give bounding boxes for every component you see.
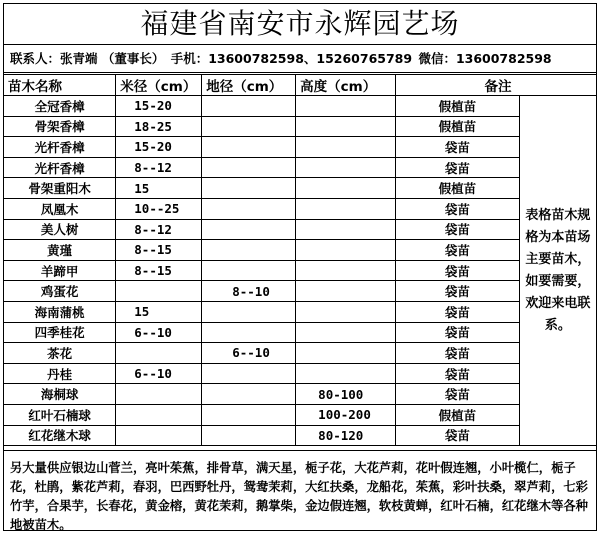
- footer-note: 另大量供应银边山菅兰，亮叶茱蕉，排骨草，满天星，栀子花，大花芦莉，花叶假连翘，小叶榄仁，栀子花，杜鹃，紫花芦莉，春羽，巴西野牡丹，鸳鸯茉莉，大红扶桑，龙船花，茱蕉，彩叶扶桑，翠芦莉，七彩竹芋，合果芋，长春花，黄金榕，黄花茉莉，鹅掌柴，金边假连翘，软枝黄蝉，红叶石楠，红花继木等各种地被苗木。: [4, 450, 596, 530]
- cell-note: 假植苗: [396, 116, 520, 137]
- cell-mi: 8--12: [116, 157, 202, 178]
- cell-height: [296, 219, 396, 240]
- cell-note: 袋苗: [396, 301, 520, 322]
- cell-di: 6--10: [202, 343, 296, 364]
- cell-di: [202, 219, 296, 240]
- cell-note: 袋苗: [396, 219, 520, 240]
- cell-mi: 8--12: [116, 219, 202, 240]
- cell-mi: [116, 281, 202, 302]
- table-row: [4, 404, 596, 425]
- cell-mi: 15: [116, 178, 202, 199]
- cell-note: 袋苗: [396, 384, 520, 405]
- table-row: [4, 322, 596, 343]
- cell-di: [202, 96, 296, 117]
- cell-di: [202, 240, 296, 261]
- cell-height: [296, 198, 396, 219]
- cell-name: 丹桂: [4, 363, 116, 384]
- cell-mi: 15-20: [116, 137, 202, 158]
- cell-name: 红花继木球: [4, 425, 116, 446]
- table-row: [4, 96, 596, 117]
- cell-di: [202, 116, 296, 137]
- table-row: [4, 240, 596, 261]
- cell-note: 袋苗: [396, 240, 520, 261]
- remark-text: 表格苗木规格为本苗场主要苗木，如要需要，欢迎来电联系。: [519, 96, 596, 446]
- cell-note: 袋苗: [396, 343, 520, 364]
- header-height: 高度（cm）: [296, 75, 396, 96]
- cell-di: [202, 198, 296, 219]
- cell-di: [202, 157, 296, 178]
- cell-mi: 10--25: [116, 198, 202, 219]
- cell-height: [296, 116, 396, 137]
- cell-height: [296, 363, 396, 384]
- table-row: [4, 219, 596, 240]
- table-row: [4, 301, 596, 322]
- header-di: 地径（cm）: [202, 75, 296, 96]
- cell-height: [296, 178, 396, 199]
- cell-note: 假植苗: [396, 404, 520, 425]
- cell-name: 美人树: [4, 219, 116, 240]
- cell-height: [296, 281, 396, 302]
- cell-name: 凤凰木: [4, 198, 116, 219]
- cell-di: [202, 425, 296, 446]
- cell-mi: 15-20: [116, 96, 202, 117]
- cell-name: 光杆香樟: [4, 137, 116, 158]
- cell-note: 袋苗: [396, 260, 520, 281]
- cell-mi: [116, 384, 202, 405]
- cell-height: [296, 301, 396, 322]
- cell-height: [296, 157, 396, 178]
- cell-name: 黄瑾: [4, 240, 116, 261]
- cell-di: [202, 404, 296, 425]
- cell-height: [296, 322, 396, 343]
- cell-note: 假植苗: [396, 178, 520, 199]
- cell-mi: 6--10: [116, 322, 202, 343]
- cell-name: 鸡蛋花: [4, 281, 116, 302]
- cell-mi: 6--10: [116, 363, 202, 384]
- cell-name: 海桐球: [4, 384, 116, 405]
- table-row: [4, 425, 596, 446]
- cell-name: 羊蹄甲: [4, 260, 116, 281]
- table-row: [4, 137, 596, 158]
- cell-height: 100-200: [296, 404, 396, 425]
- contact-bar: [4, 45, 596, 73]
- cell-height: [296, 137, 396, 158]
- cell-height: [296, 260, 396, 281]
- cell-mi: 8--15: [116, 260, 202, 281]
- cell-note: 袋苗: [396, 137, 520, 158]
- cell-name: 红叶石楠球: [4, 404, 116, 425]
- cell-height: [296, 343, 396, 364]
- cell-di: [202, 363, 296, 384]
- cell-di: [202, 178, 296, 199]
- table-row: [4, 281, 596, 302]
- table-row: [4, 178, 596, 199]
- table-row: [4, 363, 596, 384]
- cell-mi: [116, 404, 202, 425]
- table-row: [4, 198, 596, 219]
- cell-di: [202, 322, 296, 343]
- cell-note: 袋苗: [396, 157, 520, 178]
- cell-mi: 15: [116, 301, 202, 322]
- nursery-table: [4, 74, 596, 446]
- cell-note: 袋苗: [396, 425, 520, 446]
- table-body: [4, 96, 596, 446]
- cell-note: 袋苗: [396, 198, 520, 219]
- cell-name: 全冠香樟: [4, 96, 116, 117]
- cell-mi: [116, 343, 202, 364]
- cell-name: 骨架香樟: [4, 116, 116, 137]
- cell-note: 袋苗: [396, 281, 520, 302]
- cell-note: 袋苗: [396, 363, 520, 384]
- table-row: [4, 116, 596, 137]
- cell-height: 80-120: [296, 425, 396, 446]
- cell-di: 8--10: [202, 281, 296, 302]
- cell-mi: [116, 425, 202, 446]
- contact-wechat: 微信：13600782598: [418, 51, 552, 66]
- cell-mi: 18-25: [116, 116, 202, 137]
- price-sheet: [3, 3, 597, 531]
- header-remark: 备注: [396, 75, 596, 96]
- cell-di: [202, 137, 296, 158]
- cell-height: 80-100: [296, 384, 396, 405]
- page-title: 福建省南安市永辉园艺场: [4, 4, 596, 45]
- cell-note: 假植苗: [396, 96, 520, 117]
- cell-di: [202, 384, 296, 405]
- header-name: 苗木名称: [4, 75, 116, 96]
- table-row: [4, 384, 596, 405]
- table-row: [4, 260, 596, 281]
- cell-height: [296, 240, 396, 261]
- cell-name: 四季桂花: [4, 322, 116, 343]
- contact-person: 联系人：张青端 （董事长）: [10, 51, 165, 66]
- cell-di: [202, 260, 296, 281]
- contact-mobile: 手机：13600782598、15260765789: [170, 51, 413, 66]
- cell-di: [202, 301, 296, 322]
- table-header-row: [4, 75, 596, 96]
- cell-name: 光杆香樟: [4, 157, 116, 178]
- cell-mi: 8--15: [116, 240, 202, 261]
- cell-name: 骨架重阳木: [4, 178, 116, 199]
- table-row: [4, 157, 596, 178]
- cell-note: 袋苗: [396, 322, 520, 343]
- cell-name: 海南蒲桃: [4, 301, 116, 322]
- header-mi: 米径（cm）: [116, 75, 202, 96]
- cell-name: 茶花: [4, 343, 116, 364]
- table-row: [4, 343, 596, 364]
- cell-height: [296, 96, 396, 117]
